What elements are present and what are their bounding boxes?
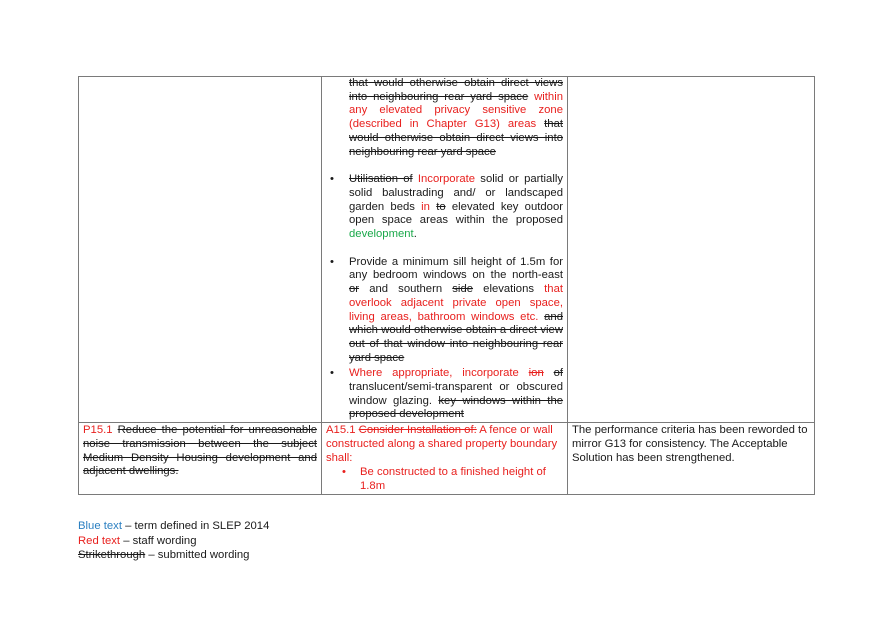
struck-text: that would otherwise obtain direct views into neighbouring rear yard space (349, 118, 564, 158)
comment-cell (568, 77, 815, 423)
staff-text: within any elevated privacy sensitive zone (described in Chapter G13) areas (349, 90, 563, 131)
performance-criteria-text: P15.1 Reduce the potential for unreasonable noise transmission between the subject Medium Density Housing development and adjacent dwellings. (83, 424, 317, 478)
list-item: • Utilisation of Incorporate solid or partially solid balustrading and/ or landscaped garden beds in to elevated key outdoor open space areas within the proposed development. (330, 173, 563, 241)
list-item: • Be constructed to a finished height of 1.8m (342, 466, 546, 492)
legend-strike: Strikethrough – submitted wording (78, 549, 250, 561)
performance-criteria-cell (79, 77, 322, 423)
legend-red: Red text – staff wording (78, 534, 197, 547)
bullet-icon: • (342, 466, 346, 479)
criteria-code: P15.1 (83, 424, 113, 437)
table-row (79, 423, 815, 495)
bullet-icon: • (330, 255, 334, 268)
table-row (79, 77, 815, 423)
acceptable-solution-text: A15.1 Consider Installation of: A fence or wall constructed along a shared property boundary shall: (326, 424, 558, 464)
solution-code: A15.1 (326, 424, 356, 437)
comment-cell (568, 423, 815, 495)
legend (78, 519, 269, 563)
continued-paragraph (322, 77, 567, 159)
bullet-icon: • (330, 367, 334, 380)
comment-text: The performance criteria has been reworded to mirror G13 for consistency. The Acceptable Solution has been strengthened. (572, 424, 808, 464)
acceptable-solution-cell (322, 423, 568, 495)
legend-blue: Blue text – term defined in SLEP 2014 (78, 520, 270, 532)
performance-criteria-cell (79, 423, 322, 495)
list-item: • Provide a minimum sill height of 1.5m for any bedroom windows on the north-east or and southern side elevations that overlook adjacent private open space, living areas, bathroom windows etc. and which would otherwise obtain a direct view out of that window into neighbouring rear yard space (330, 255, 564, 364)
controls-table (78, 76, 815, 495)
struck-text: that would otherwise obtain direct views into neighbouring rear yard space (349, 77, 563, 103)
acceptable-solution-cell (322, 77, 568, 423)
list-item: • Where appropriate, incorporate ion of translucent/semi-transparent or obscured window glazing. key windows within the proposed development (330, 367, 564, 421)
bullet-icon: • (330, 173, 334, 186)
